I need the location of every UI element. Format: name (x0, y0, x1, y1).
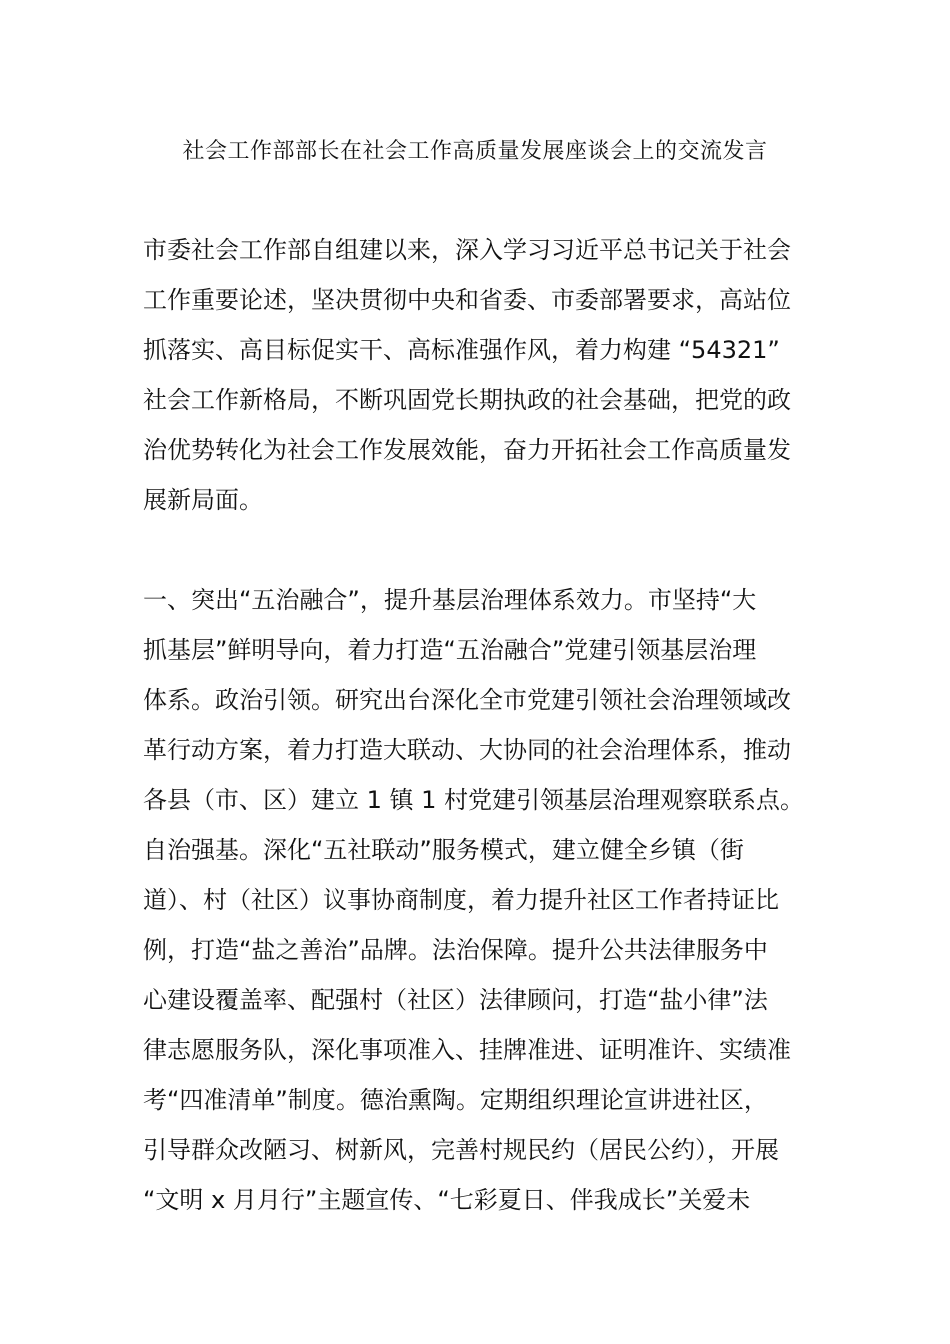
text-line: 治优势转化为社会工作发展效能，奋力开拓社会工作高质量发 (143, 436, 791, 464)
text-line: 心建设覆盖率、配强村（社区）法律顾问，打造“盐小律”法 (143, 986, 768, 1014)
text-line: 一、突出“五治融合”，提升基层治理体系效力。市坚持“大 (143, 586, 757, 614)
text-line: 抓落实、高目标促实干、高标准强作风，着力构建 “54321” (143, 336, 780, 364)
text-line: 抓基层”鲜明导向，着力打造“五治融合”党建引领基层治理 (143, 636, 757, 664)
paragraph-intro (143, 225, 813, 525)
text-line: 社会工作新格局，不断巩固党长期执政的社会基础，把党的政 (143, 386, 791, 414)
paragraph-section-1 (143, 575, 813, 1225)
text-line: 律志愿服务队，深化事项准入、挂牌准进、证明准许、实绩准 (143, 1036, 791, 1064)
text-line: 考“四准清单”制度。德治熏陶。定期组织理论宣讲进社区， (143, 1086, 768, 1114)
text-line: 市委社会工作部自组建以来，深入学习习近平总书记关于社会 (143, 236, 791, 264)
text-line: 体系。政治引领。研究出台深化全市党建引领社会治理领域改 (143, 686, 791, 714)
text-line: 自治强基。深化“五社联动”服务模式，建立健全乡镇（街 (143, 836, 744, 864)
text-line: “文明 x 月月行”主题宣传、“七彩夏日、伴我成长”关爱未 (143, 1186, 751, 1214)
text-line: 各县（市、区）建立 1 镇 1 村党建引领基层治理观察联系点。 (143, 786, 805, 814)
text-line: 工作重要论述，坚决贯彻中央和省委、市委部署要求，高站位 (143, 286, 791, 314)
text-line: 革行动方案，着力打造大联动、大协同的社会治理体系，推动 (143, 736, 791, 764)
text-line: 引导群众改陋习、树新风，完善村规民约（居民公约），开展 (143, 1136, 779, 1164)
text-line: 例，打造“盐之善治”品牌。法治保障。提升公共法律服务中 (143, 936, 768, 964)
document-title: 社会工作部部长在社会工作高质量发展座谈会上的交流发言 (182, 139, 768, 164)
text-line: 展新局面。 (143, 486, 263, 514)
text-line: 道）、村（社区）议事协商制度，着力提升社区工作者持证比 (143, 886, 779, 914)
